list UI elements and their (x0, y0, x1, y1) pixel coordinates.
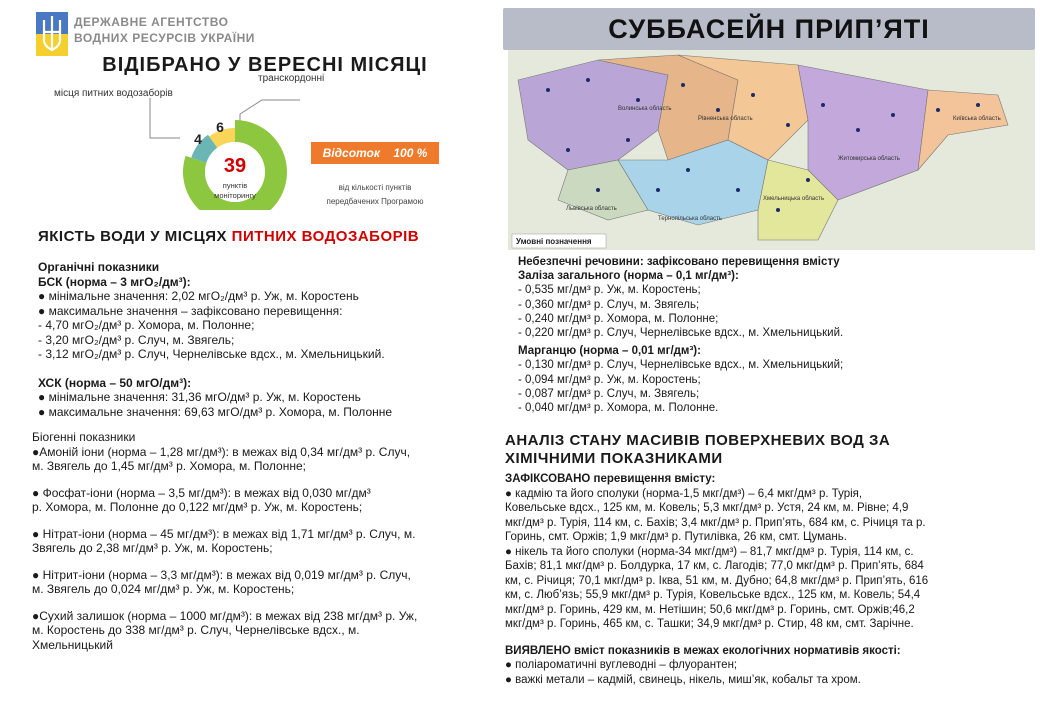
iron-title: Заліза загального (норма – 0,1 мг/дм³): (518, 270, 739, 283)
quality-heading (38, 228, 419, 245)
analysis-line: Ковельське вдсх., 125 км, м. Ковель; 5,3 мкг/дм³ р. Устя, 24 км, м. Рівне; 4,9 (505, 502, 909, 514)
percent-note (316, 181, 434, 209)
quality-heading-highlight: ПИТНИХ ВОДОЗАБОРІВ (231, 228, 420, 245)
percent-note-2: передбачених Програмою (326, 197, 424, 206)
analysis-line: км, с. Річиця; 70,1 мкг/дм³ р. Іква, 51 км, м. Дубно; 64,8 мкг/дм³ р. Прип’ять, 616 (505, 574, 929, 587)
map-region-label: Хмельницька область (763, 196, 825, 202)
map-region-label: Київська область (953, 116, 1001, 122)
biogenic-line: м. Звягель до 0,024 мг/дм³ р. Уж, м. Коростень; (32, 582, 295, 596)
mn-line: - 0,087 мг/дм³ р. Случ, м. Звягель; (518, 387, 700, 400)
mn-title: Марганцю (норма – 0,01 мг/дм³): (518, 345, 701, 358)
monitoring-point-marker (626, 138, 630, 142)
label-transboundary: транскордонні (258, 73, 325, 84)
monitoring-point-marker (786, 123, 790, 127)
analysis-line: ● кадмію та його сполуки (норма-1,5 мкг/дм³) – 6,4 мкг/дм³ р. Турія, (505, 487, 863, 500)
biogenic-line: ●Амоній іони (норма – 1,28 мг/дм³): в межах від 0,34 мг/дм³ р. Случ, (32, 444, 411, 459)
mn-line: - 0,130 мг/дм³ р. Случ, Чернелівське вдсх., м. Хмельницький; (518, 359, 844, 372)
bsk-line: - 3,12 мгО₂/дм³ р. Случ, Чернелівське вдсх., м. Хмельницький. (38, 347, 385, 361)
monitoring-point-marker (566, 148, 570, 152)
map-region-label: Львівська область (566, 206, 617, 212)
sub-basin-title: СУББАСЕЙН ПРИП’ЯТІ (608, 14, 930, 44)
biogenic-line: Хмельницький (32, 637, 113, 652)
basin-map (508, 50, 1035, 250)
percent-label: Відсоток (322, 146, 380, 160)
monitoring-point-marker (821, 103, 825, 107)
analysis-block (505, 472, 928, 687)
bsk-line: - 4,70 мгО₂/дм³ р. Хомора, м. Полонне; (38, 318, 255, 332)
analysis-detected-line: ● поліароматичні вуглеводні – флуорантен; (505, 659, 738, 671)
analysis-line: мкг/дм³ р. Горинь, 465 км, с. Ташки; 34,9 мкг/дм³ р. Стир, 48 км, смт. Зарічне. (505, 618, 914, 630)
emblem-icon (36, 12, 68, 56)
map-region-label: Рівненська область (698, 116, 753, 122)
analysis-fixed-title: ЗАФІКСОВАНО перевищення вмісту: (505, 473, 716, 485)
donut-center-value: 39 (223, 155, 247, 177)
donut-center-label-1: пунктів (222, 181, 248, 190)
analysis-heading-2: ХІМІЧНИМИ ПОКАЗНИКАМИ (505, 450, 723, 467)
monitoring-point-marker (736, 188, 740, 192)
monitoring-point-marker (856, 128, 860, 132)
mn-line: - 0,094 мг/дм³ р. Уж, м. Коростень; (518, 373, 701, 386)
monitoring-point-marker (686, 168, 690, 172)
biogenic-block (32, 430, 417, 652)
monitoring-point-marker (681, 83, 685, 87)
monitoring-point-marker (636, 98, 640, 102)
hsk-line: ● мінімальне значення: 31,36 мгО/дм³ р. Уж, м. Коростень (38, 390, 361, 404)
hazardous-title: Небезпечні речовини: зафіксовано перевищення вмісту (518, 256, 840, 268)
monitoring-point-marker (776, 208, 780, 212)
analysis-line: мкг/дм³ р. Горинь, 429 км, м. Нетішин; 50,6 мкг/дм³ р. Горинь, смт. Оржів;46,2 (505, 603, 915, 616)
label-drinking-sites: місця питних водозаборів (54, 88, 173, 99)
hazardous-block (518, 255, 843, 415)
map-region-label: Волинська область (618, 106, 672, 112)
biogenic-line: ● Нітрит-іони (норма – 3,3 мг/дм³): в межах від 0,019 мг/дм³ р. Случ, (32, 567, 411, 582)
agency-line-1: ДЕРЖАВНЕ АГЕНТСТВО (74, 15, 229, 29)
analysis-detected-line: ● важкі метали – кадмій, свинець, нікель, миш’як, кобальт та хром. (505, 673, 861, 686)
biogenic-line: Звягель до 2,38 мг/дм³ р. Уж, м. Коростень; (32, 541, 273, 555)
bsk-title: БСК (норма – 3 мгО₂/дм³): (38, 274, 191, 289)
sub-basin-banner (503, 8, 1035, 50)
biogenic-line: м. Коростень до 338 мг/дм³ р. Случ, Чернелівське вдсх., м. (32, 623, 360, 637)
main-title: ВІДІБРАНО У ВЕРЕСНІ МІСЯЦІ (102, 54, 428, 76)
donut-value-transboundary: 6 (216, 119, 224, 135)
iron-line: - 0,535 мг/дм³ р. Уж, м. Коростень; (518, 284, 701, 297)
analysis-line: Бахів; 81,1 мкг/дм³ р. Болдурка, 17 км, с. Лагодів; 77,0 мкг/дм³ р. Прип’ять, 684 (505, 560, 924, 572)
biogenic-line: ● Нітрат-іони (норма – 45 мг/дм³): в межах від 1,71 мг/дм³ р. Случ, м. (32, 526, 416, 541)
quality-heading-prefix: ЯКІСТЬ ВОДИ У МІСЦЯХ (38, 228, 232, 245)
basin-map-graphic (508, 50, 1035, 250)
monitoring-point-marker (891, 113, 895, 117)
hsk-title: ХСК (норма – 50 мгО/дм³): (38, 375, 192, 390)
biogenic-line: ● Фосфат-іони (норма – 3,5 мг/дм³): в межах від 0,030 мг/дм³ (32, 485, 371, 500)
agency-name (74, 14, 255, 46)
iron-line: - 0,220 мг/дм³ р. Случ, Чернелівське вдсх., м. Хмельницький. (518, 327, 844, 340)
analysis-detected-title: ВИЯВЛЕНО вміст показників в межах екологічних нормативів якості: (505, 644, 901, 657)
biogenic-line: м. Звягель до 1,45 мг/дм³ р. Хомора, м. Полонне; (32, 459, 306, 473)
analysis-line: мкг/дм³ р. Турія, 114 км, с. Бахів; 3,4 мкг/дм³ р. Прип’ять, 684 км, с. Річиця та р. (505, 516, 926, 529)
donut-center-label-2: моніторингу (214, 191, 256, 200)
monitoring-point-marker (586, 78, 590, 82)
monitoring-point-marker (596, 188, 600, 192)
monitoring-point-marker (656, 188, 660, 192)
organic-title: Органічні показники (38, 260, 160, 274)
donut-value-drinking: 4 (194, 131, 202, 147)
biogenic-title: Біогенні показники (32, 430, 136, 444)
iron-line: - 0,360 мг/дм³ р. Случ, м. Звягель; (518, 298, 700, 311)
monitoring-point-marker (546, 88, 550, 92)
analysis-line: Горинь, смт. Оржів; 1,9 мкг/дм³ р. Путилівка, 26 км, смт. Цумань. (505, 531, 847, 543)
map-legend-label: Умовні позначення (516, 237, 592, 246)
monitoring-donut-chart (120, 78, 300, 210)
analysis-line: км, с. Люб’язь; 55,9 мкг/дм³ р. Турія, Ковельське вдсх., 125 км, м. Ковель; 54,4 (505, 589, 921, 601)
percent-value: 100 % (393, 146, 428, 160)
bsk-line: ● максимальне значення – зафіксовано перевищення: (38, 303, 343, 318)
map-region-label: Тернопільська область (658, 216, 722, 222)
biogenic-line: ●Сухий залишок (норма – 1000 мг/дм³): в межах від 238 мг/дм³ р. Уж, (32, 608, 418, 623)
monitoring-point-marker (716, 108, 720, 112)
mn-line: - 0,040 мг/дм³ р. Хомора, м. Полонне. (518, 402, 719, 415)
analysis-heading-1: АНАЛІЗ СТАНУ МАСИВІВ ПОВЕРХНЕВИХ ВОД ЗА (505, 432, 891, 449)
analysis-heading (505, 432, 890, 468)
leader-line-drinking (150, 98, 180, 138)
iron-line: - 0,240 мг/дм³ р. Хомора, м. Полонне; (518, 312, 719, 325)
biogenic-line: р. Хомора, м. Полонне до 0,122 мг/дм³ р. Уж, м. Коростень; (32, 500, 363, 514)
monitoring-point-marker (976, 103, 980, 107)
bsk-line: ● мінімальне значення: 2,02 мгО₂/дм³ р. Уж, м. Коростень (38, 289, 359, 303)
agency-line-2: ВОДНИХ РЕСУРСІВ УКРАЇНИ (74, 31, 255, 45)
organic-block (38, 260, 392, 419)
map-region-label: Житомирська область (838, 156, 900, 162)
monitoring-point-marker (806, 178, 810, 182)
analysis-line: ● нікель та його сполуки (норма-34 мкг/дм³) – 81,7 мкг/дм³ р. Турія, 114 км, с. (505, 545, 914, 558)
monitoring-point-marker (936, 108, 940, 112)
percent-note-1: від кількості пунктів (338, 183, 412, 192)
hsk-line: ● максимальне значення: 69,63 мгО/дм³ р. Хомора, м. Полонне (38, 404, 393, 419)
monitoring-point-marker (751, 93, 755, 97)
bsk-line: - 3,20 мгО₂/дм³ р. Случ, м. Звягель; (38, 332, 235, 347)
percent-badge (311, 142, 439, 164)
